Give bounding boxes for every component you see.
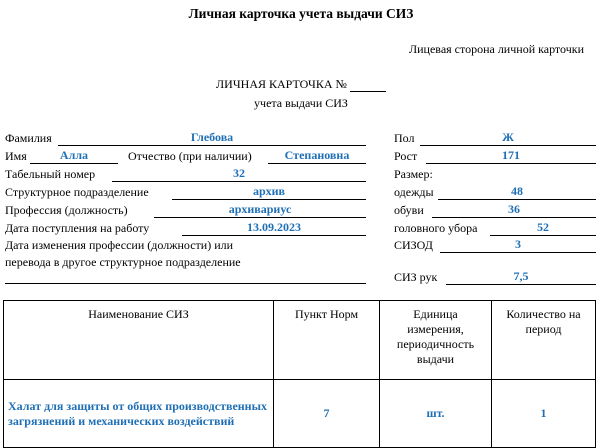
cell-norm[interactable]: 7 [274,380,380,448]
hat-value[interactable]: 52 [537,220,549,234]
sizod-value[interactable]: 3 [515,237,521,251]
col-header-qty: Количество на период [492,301,596,380]
hands-value[interactable]: 7,5 [513,269,529,283]
clothes-value[interactable]: 48 [511,184,523,198]
col-header-unit: Единица измерения, периодичность выдачи [380,301,492,380]
height-value[interactable]: 171 [502,148,520,162]
sex-label: Пол [394,131,415,145]
profession-value[interactable]: архивариус [228,202,292,216]
shoes-value[interactable]: 36 [508,202,520,216]
col-header-norm: Пункт Норм [274,301,380,380]
cell-qty[interactable]: 1 [492,380,596,448]
shoes-label: обуви [394,203,424,217]
sizod-label: СИЗОД [394,238,433,252]
cell-siz-name[interactable]: Халат для защиты от общих производственных загрязнений и механических воздействий [4,380,274,448]
page-subtitle: Лицевая сторона личной карточки [409,42,584,56]
surname-value[interactable]: Глебова [190,130,234,144]
clothes-label: одежды [394,185,434,199]
hat-label: головного убора [394,221,478,235]
sex-value[interactable]: Ж [502,130,514,144]
table-row [4,380,596,448]
hands-label: СИЗ рук [394,270,438,284]
patronymic-label: Отчество (при наличии) [128,149,252,163]
card-title [0,77,602,92]
start-date-label: Дата поступления на работу [5,221,150,235]
page-title: Личная карточка учета выдачи СИЗ [188,6,414,21]
card-number-field[interactable] [350,80,386,92]
surname-label: Фамилия [5,131,52,145]
name-value[interactable]: Алла [59,148,89,162]
tab-number-label: Табельный номер [5,167,96,181]
change-label-line2: перевода в другое структурное подразделение [5,255,241,269]
height-label: Рост [394,149,418,163]
profession-label: Профессия (должность) [5,203,128,217]
tab-number-value[interactable]: 32 [233,166,245,180]
table-header-row [4,301,596,380]
name-label: Имя [5,149,27,163]
col-header-name: Наименование СИЗ [4,301,274,380]
change-label-line1: Дата изменения профессии (должности) или [5,238,234,252]
card-title-text: ЛИЧНАЯ КАРТОЧКА № [216,77,347,91]
start-date-value[interactable]: 13.09.2023 [247,220,301,234]
siz-table [3,300,596,448]
card-subtitle: учета выдачи СИЗ [254,96,348,110]
department-label: Структурное подразделение [5,185,149,199]
department-value[interactable]: архив [252,184,286,198]
change-underline[interactable] [5,271,366,284]
patronymic-value[interactable]: Степановна [284,148,350,162]
cell-unit[interactable]: шт. [380,380,492,448]
size-label: Размер: [394,167,433,181]
